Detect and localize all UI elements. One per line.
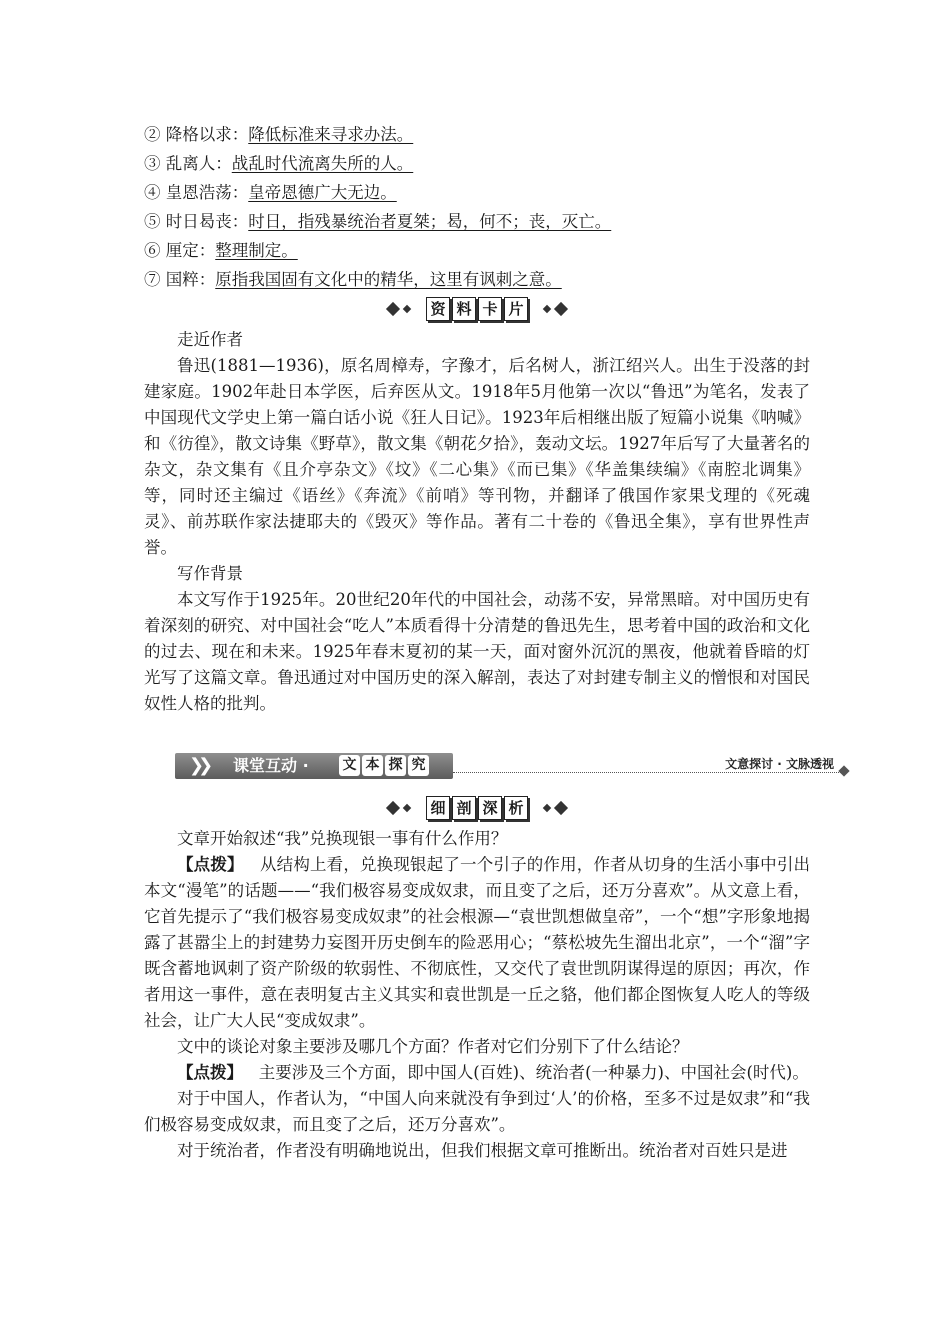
- diamond-icon: [543, 305, 551, 313]
- author-paragraph: 鲁迅(1881—1936)，原名周樟寿，字豫才，后名树人，浙江绍兴人。出生于没落的封建家庭。1902年赴日本学医，后弃医从文。1918年5月他第一次以“鲁迅”为笔名，发表了中国现代文学史上第一篇白话小说《狂人日记》。1923年后相继出版了短篇小说集《呐喊》和《彷徨》，散文诗集《野草》，散文集《朝花夕拾》，轰动文坛。1927年后写了大量著名的杂文，杂文集有《且介亭杂文》《坟》《二心集》《而已集》《华盖集续编》《南腔北调集》等，同时还主编过《语丝》《奔流》《前哨》等刊物，并翻译了俄国作家果戈理的《死魂灵》、前苏联作家法捷耶夫的《毁灭》等作品。著有二十卷的《鲁迅全集》，享有世界性声誉。: [144, 356, 810, 557]
- background-paragraph: 本文写作于1925年。20世纪20年代的中国社会，动荡不安，异常黑暗。对中国历史有着深刻的研究、对中国社会“吃人”本质看得十分清楚的鲁迅先生，思考着中国的政治和文化的过去、现在和未来。1925年春末夏初的某一天，面对窗外沉沉的黑夜，他就着昏暗的灯光写了这篇文章。鲁迅通过对中国历史的深入解剖，表达了对封建专制主义的憎恨和对国民奴性人格的批判。: [144, 590, 810, 713]
- answer-2: [144, 1060, 810, 1086]
- band-subtitle: 文意探讨 · 文脉透视: [725, 757, 834, 771]
- band-title: 课堂互动 ·: [233, 756, 309, 775]
- glossary-item: [144, 149, 810, 178]
- band-box-char: 文: [339, 755, 360, 776]
- question-1: 文章开始叙述“我”兑换现银一事有什么作用？: [177, 829, 508, 848]
- subheading-author: 走近作者: [177, 330, 243, 349]
- glossary-term: ③ 乱离人：: [144, 154, 232, 173]
- diamond-icon: [554, 302, 568, 316]
- glossary-item: [144, 178, 810, 207]
- diamond-icon: [543, 804, 551, 812]
- band-box-char: 本: [362, 755, 383, 776]
- diamond-icon: [838, 765, 849, 776]
- band-box-char: 究: [408, 755, 429, 776]
- glossary-definition: 战乱时代流离失所的人。: [231, 154, 414, 173]
- paragraph-rulers: 对于统治者，作者没有明确地说出，但我们根据文章可推断出。统治者对百姓只是进: [177, 1141, 788, 1160]
- title-char: 析: [504, 796, 528, 820]
- glossary-term: ⑤ 时日曷丧：: [144, 212, 249, 231]
- title-char: 剖: [452, 796, 476, 820]
- diamond-icon: [554, 801, 568, 815]
- section-header-analysis: [144, 795, 810, 821]
- title-char: 卡: [478, 297, 502, 321]
- diamond-icon: [386, 801, 400, 815]
- answer-2-text: 主要涉及三个方面，即中国人(百姓)、统治者(一种暴力)、中国社会(时代)。: [258, 1063, 809, 1082]
- reference-section: [144, 327, 810, 717]
- glossary-item: [144, 207, 810, 236]
- title-char: 资: [426, 297, 450, 321]
- band-title-boxes: [339, 755, 431, 776]
- glossary-definition: 时日，指残暴统治者夏桀；曷，何不；丧，灭亡。: [248, 212, 612, 231]
- title-char: 细: [426, 796, 450, 820]
- title-char: 片: [504, 297, 528, 321]
- glossary-definition: 整理制定。: [215, 241, 298, 260]
- analysis-section: [144, 826, 810, 1164]
- glossary-item: [144, 120, 810, 149]
- diamond-icon: [403, 804, 411, 812]
- diamond-icon: [403, 305, 411, 313]
- glossary-term: ⑦ 国粹：: [144, 270, 216, 289]
- section-header-reference-card: [144, 296, 810, 322]
- double-chevron-icon: ❯❯: [189, 755, 208, 776]
- glossary-list: [144, 120, 810, 294]
- section-band: [175, 753, 850, 781]
- diamond-icon: [386, 302, 400, 316]
- subheading-background: 写作背景: [177, 564, 243, 583]
- answer-1: [144, 852, 810, 1034]
- hint-tag: 【点拨】: [177, 1063, 243, 1082]
- glossary-definition: 原指我国固有文化中的精华，这里有讽刺之意。: [215, 270, 562, 289]
- section-header-title: [425, 297, 529, 321]
- glossary-item: [144, 236, 810, 265]
- title-char: 深: [478, 796, 502, 820]
- band-box-char: 探: [385, 755, 406, 776]
- glossary-definition: 皇帝恩德广大无边。: [248, 183, 397, 202]
- hint-tag: 【点拨】: [177, 855, 244, 874]
- glossary-definition: 降低标准来寻求办法。: [248, 125, 414, 144]
- title-char: 料: [452, 297, 476, 321]
- glossary-term: ② 降格以求：: [144, 125, 249, 144]
- answer-1-text: 从结构上看，兑换现银起了一个引子的作用，作者从切身的生活小事中引出本文“漫笔”的话题——“我们极容易变成奴隶，而且变了之后，还万分喜欢”。从文意上看，它首先提示了“我们极容易变成奴隶”的社会根源—“袁世凯想做皇帝”，一个“想”字形象地揭露了甚嚣尘上的封建势力妄图开历史倒车的险恶用心；“蔡松坡先生溜出北京”，一个“溜”字既含蓄地讽刺了资产阶级的软弱性、不彻底性，又交代了袁世凯阴谋得逞的原因；再次，作者用这一事件，意在表明复古主义其实和袁世凯是一丘之貉，他们都企图恢复人吃人的等级社会，让广大人民“变成奴隶”。: [144, 855, 811, 1030]
- section-header-title: [425, 796, 529, 820]
- glossary-term: ⑥ 厘定：: [144, 241, 216, 260]
- paragraph-chinese-people: 对于中国人，作者认为，“中国人向来就没有争到过‘人’的价格，至多不过是奴隶”和“我们极容易变成奴隶，而且变了之后，还万分喜欢”。: [144, 1089, 810, 1134]
- question-2: 文中的谈论对象主要涉及哪几个方面？作者对它们分别下了什么结论？: [177, 1037, 689, 1056]
- glossary-item: [144, 265, 810, 294]
- glossary-term: ④ 皇恩浩荡：: [144, 183, 249, 202]
